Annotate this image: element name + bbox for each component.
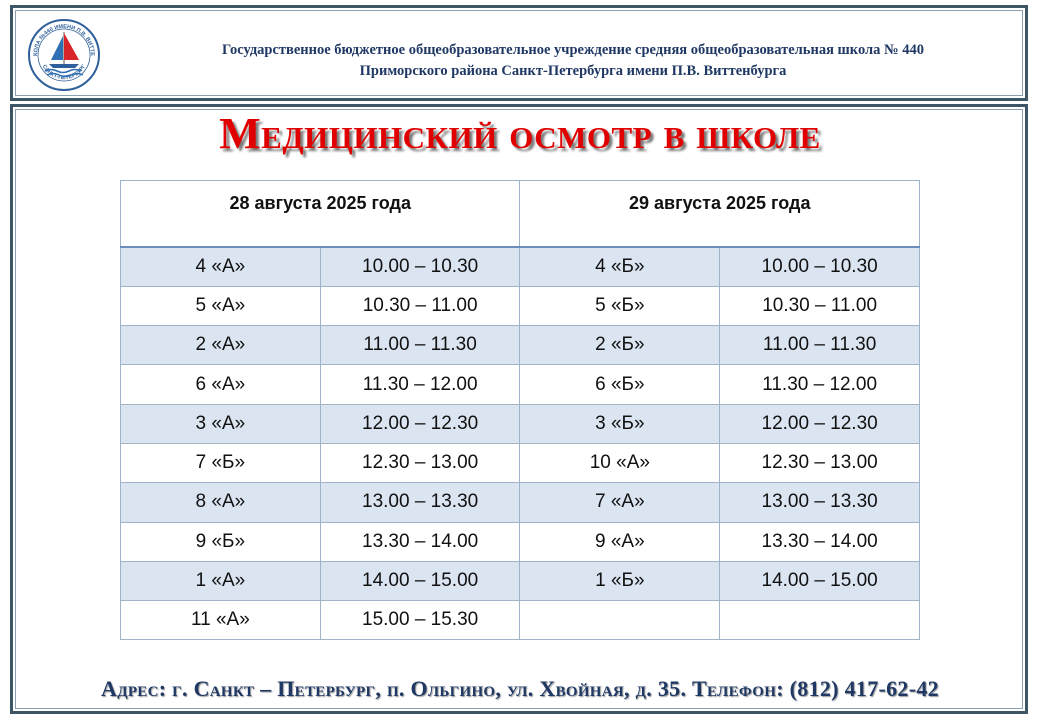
time-cell: 14.00 – 15.00 bbox=[720, 561, 920, 600]
time-cell bbox=[720, 601, 920, 640]
sailboat-icon bbox=[27, 18, 101, 92]
svg-text:САНКТ-ПЕТЕРБУРГ: САНКТ-ПЕТЕРБУРГ bbox=[40, 63, 88, 82]
page-title: Медицинский осмотр в школе bbox=[219, 109, 821, 158]
class-cell: 6 «Б» bbox=[520, 365, 720, 404]
class-cell: 2 «Б» bbox=[520, 326, 720, 365]
table-row bbox=[121, 286, 920, 325]
school-name-line2: Приморского района Санкт-Петербурга имени П.В. Виттенбурга bbox=[359, 63, 787, 79]
class-cell: 7 «Б» bbox=[121, 443, 321, 482]
table-row bbox=[121, 404, 920, 443]
day2-header: 29 августа 2025 года bbox=[520, 181, 920, 247]
address-footer: Адрес: г. Санкт – Петербург, п. Ольгино, ул. Хвойная, д. 35. Телефон: (812) 417-62-42 bbox=[101, 676, 939, 701]
time-cell: 12.00 – 12.30 bbox=[320, 404, 520, 443]
class-cell: 4 «Б» bbox=[520, 247, 720, 287]
time-cell: 13.00 – 13.30 bbox=[320, 483, 520, 522]
class-cell: 1 «А» bbox=[121, 561, 321, 600]
time-cell: 10.00 – 10.30 bbox=[720, 247, 920, 287]
class-cell: 5 «Б» bbox=[520, 286, 720, 325]
table-row bbox=[121, 326, 920, 365]
school-logo bbox=[27, 18, 101, 92]
class-cell: 3 «Б» bbox=[520, 404, 720, 443]
time-cell: 10.30 – 11.00 bbox=[720, 286, 920, 325]
time-cell: 13.30 – 14.00 bbox=[320, 522, 520, 561]
schedule-body bbox=[121, 247, 920, 640]
table-row bbox=[121, 365, 920, 404]
svg-text:ГБОУ ШКОЛА №440 ИМЕНИ П.В. ВИТ: КОЛА №440 ИМЕНИ П.В. ВИТТЕ bbox=[32, 23, 96, 57]
class-cell: 3 «А» bbox=[121, 404, 321, 443]
school-name bbox=[123, 40, 1023, 82]
school-name-line1: Государственное бюджетное общеобразовательное учреждение средняя общеобразовательная школа № 440 bbox=[222, 42, 924, 58]
time-cell: 13.00 – 13.30 bbox=[720, 483, 920, 522]
time-cell: 11.30 – 12.00 bbox=[720, 365, 920, 404]
class-cell: 7 «А» bbox=[520, 483, 720, 522]
class-cell: 1 «Б» bbox=[520, 561, 720, 600]
time-cell: 11.30 – 12.00 bbox=[320, 365, 520, 404]
table-row bbox=[121, 522, 920, 561]
time-cell: 12.30 – 13.00 bbox=[320, 443, 520, 482]
table-row bbox=[121, 483, 920, 522]
class-cell: 11 «А» bbox=[121, 601, 321, 640]
table-row bbox=[121, 247, 920, 287]
time-cell: 12.00 – 12.30 bbox=[720, 404, 920, 443]
class-cell: 4 «А» bbox=[121, 247, 321, 287]
class-cell: 5 «А» bbox=[121, 286, 321, 325]
time-cell: 11.00 – 11.30 bbox=[720, 326, 920, 365]
class-cell: 8 «А» bbox=[121, 483, 321, 522]
time-cell: 11.00 – 11.30 bbox=[320, 326, 520, 365]
table-row bbox=[121, 561, 920, 600]
day1-header: 28 августа 2025 года bbox=[121, 181, 520, 247]
class-cell: 9 «А» bbox=[520, 522, 720, 561]
time-cell: 12.30 – 13.00 bbox=[720, 443, 920, 482]
class-cell: 9 «Б» bbox=[121, 522, 321, 561]
class-cell: 6 «А» bbox=[121, 365, 321, 404]
header-box bbox=[10, 5, 1028, 101]
class-cell: 10 «А» bbox=[520, 443, 720, 482]
schedule-table bbox=[120, 180, 920, 640]
time-cell: 14.00 – 15.00 bbox=[320, 561, 520, 600]
class-cell: 2 «А» bbox=[121, 326, 321, 365]
class-cell bbox=[520, 601, 720, 640]
time-cell: 15.00 – 15.30 bbox=[320, 601, 520, 640]
time-cell: 13.30 – 14.00 bbox=[720, 522, 920, 561]
table-row bbox=[121, 601, 920, 640]
time-cell: 10.30 – 11.00 bbox=[320, 286, 520, 325]
time-cell: 10.00 – 10.30 bbox=[320, 247, 520, 287]
table-row bbox=[121, 443, 920, 482]
